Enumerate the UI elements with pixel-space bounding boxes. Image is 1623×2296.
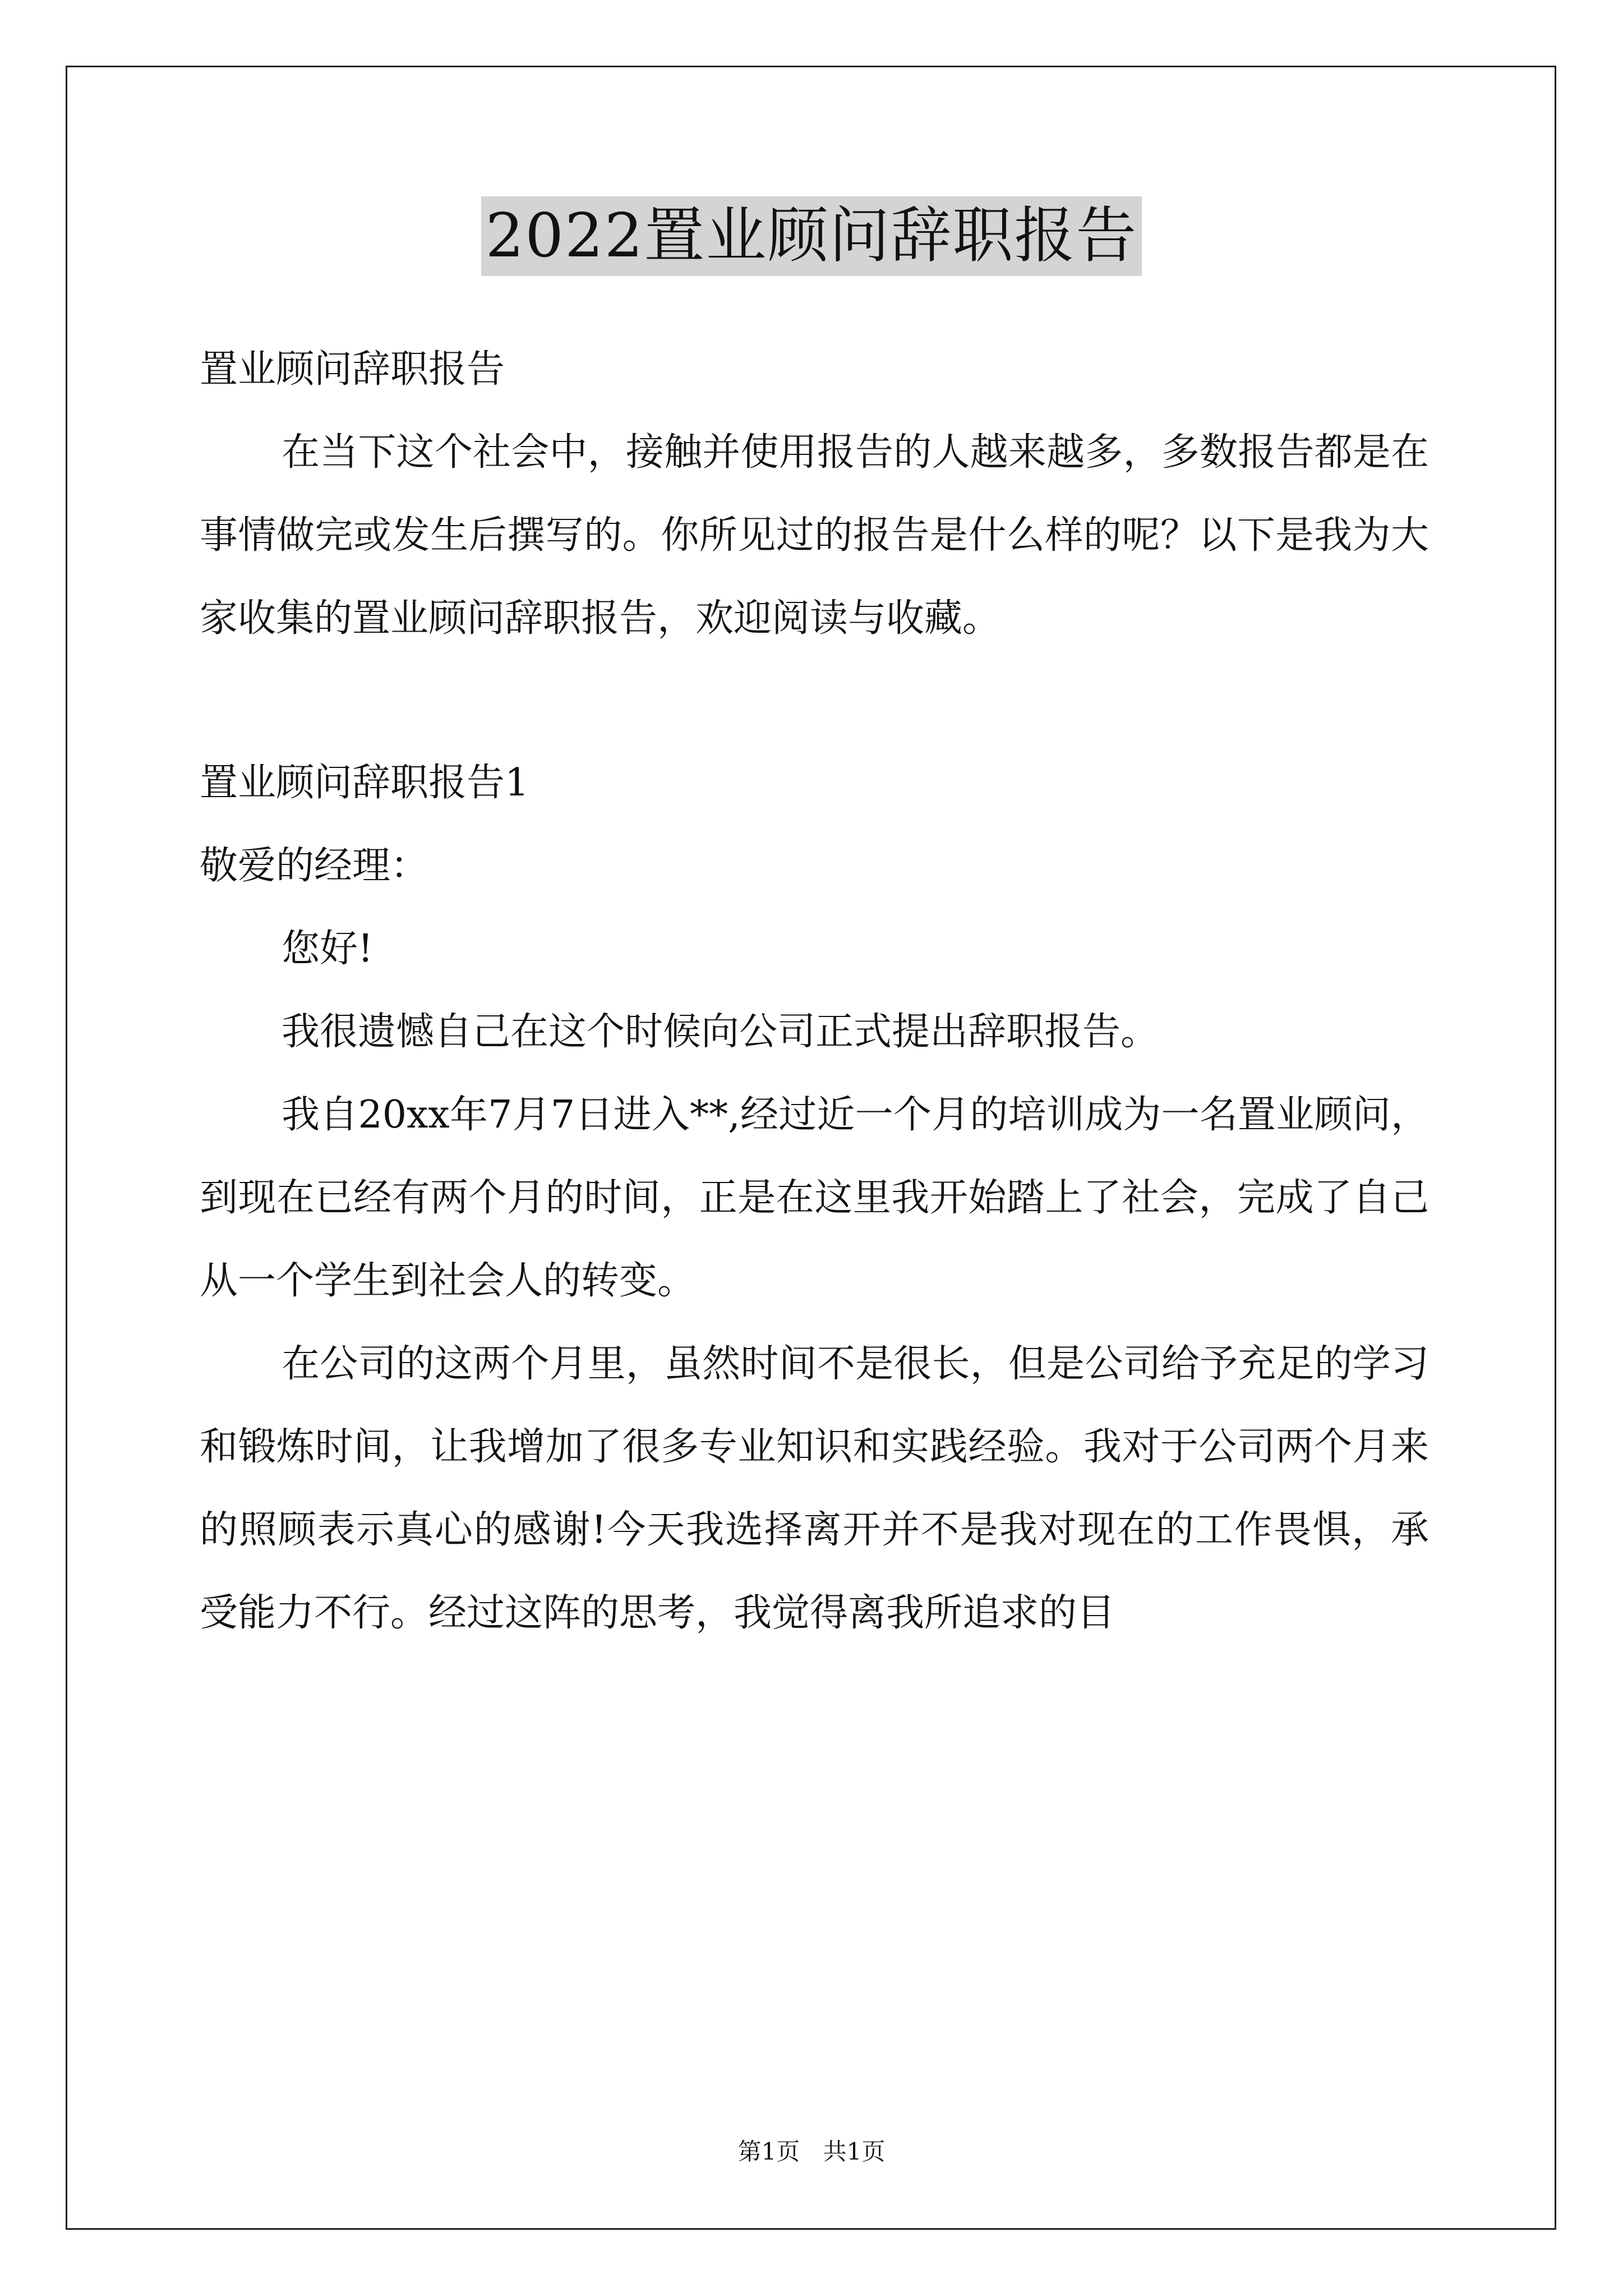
body-paragraph: 在公司的这两个月里，虽然时间不是很长，但是公司给予充足的学习和锻炼时间，让我增加了很多专业知识和实践经验。我对于公司两个月来的照顾表示真心的感谢!今天我选择离开并不是我对现在的工作畏惧，承受能力不行。经过这阵的思考，我觉得离我所追求的目 bbox=[200, 1342, 1429, 1635]
document-body bbox=[200, 328, 1429, 1655]
page-total: 共1页 bbox=[823, 2138, 886, 2165]
section-heading: 置业顾问辞职报告1 bbox=[200, 761, 529, 805]
title-container bbox=[0, 196, 1623, 276]
document-title: 2022置业顾问辞职报告 bbox=[481, 196, 1142, 276]
page-footer bbox=[0, 2136, 1623, 2168]
intro-paragraph: 在当下这个社会中，接触并使用报告的人越来越多，多数报告都是在事情做完或发生后撰写的。你所见过的报告是什么样的呢？以下是我为大家收集的置业顾问辞职报告，欢迎阅读与收藏。 bbox=[200, 430, 1429, 641]
salutation: 敬爱的经理： bbox=[200, 844, 429, 888]
document-subtitle: 置业顾问辞职报告 bbox=[200, 347, 505, 392]
body-paragraph: 我很遗憾自己在这个时候向公司正式提出辞职报告。 bbox=[282, 1010, 1159, 1054]
page-number: 第1页 bbox=[737, 2138, 800, 2165]
spacer bbox=[200, 660, 1429, 742]
greeting: 您好! bbox=[282, 927, 374, 971]
body-paragraph: 我自20xx年7月7日进入**,经过近一个月的培训成为一名置业顾问，到现在已经有两个月的时间，正是在这里我开始踏上了社会，完成了自己从一个学生到社会人的转变。 bbox=[200, 1093, 1429, 1303]
